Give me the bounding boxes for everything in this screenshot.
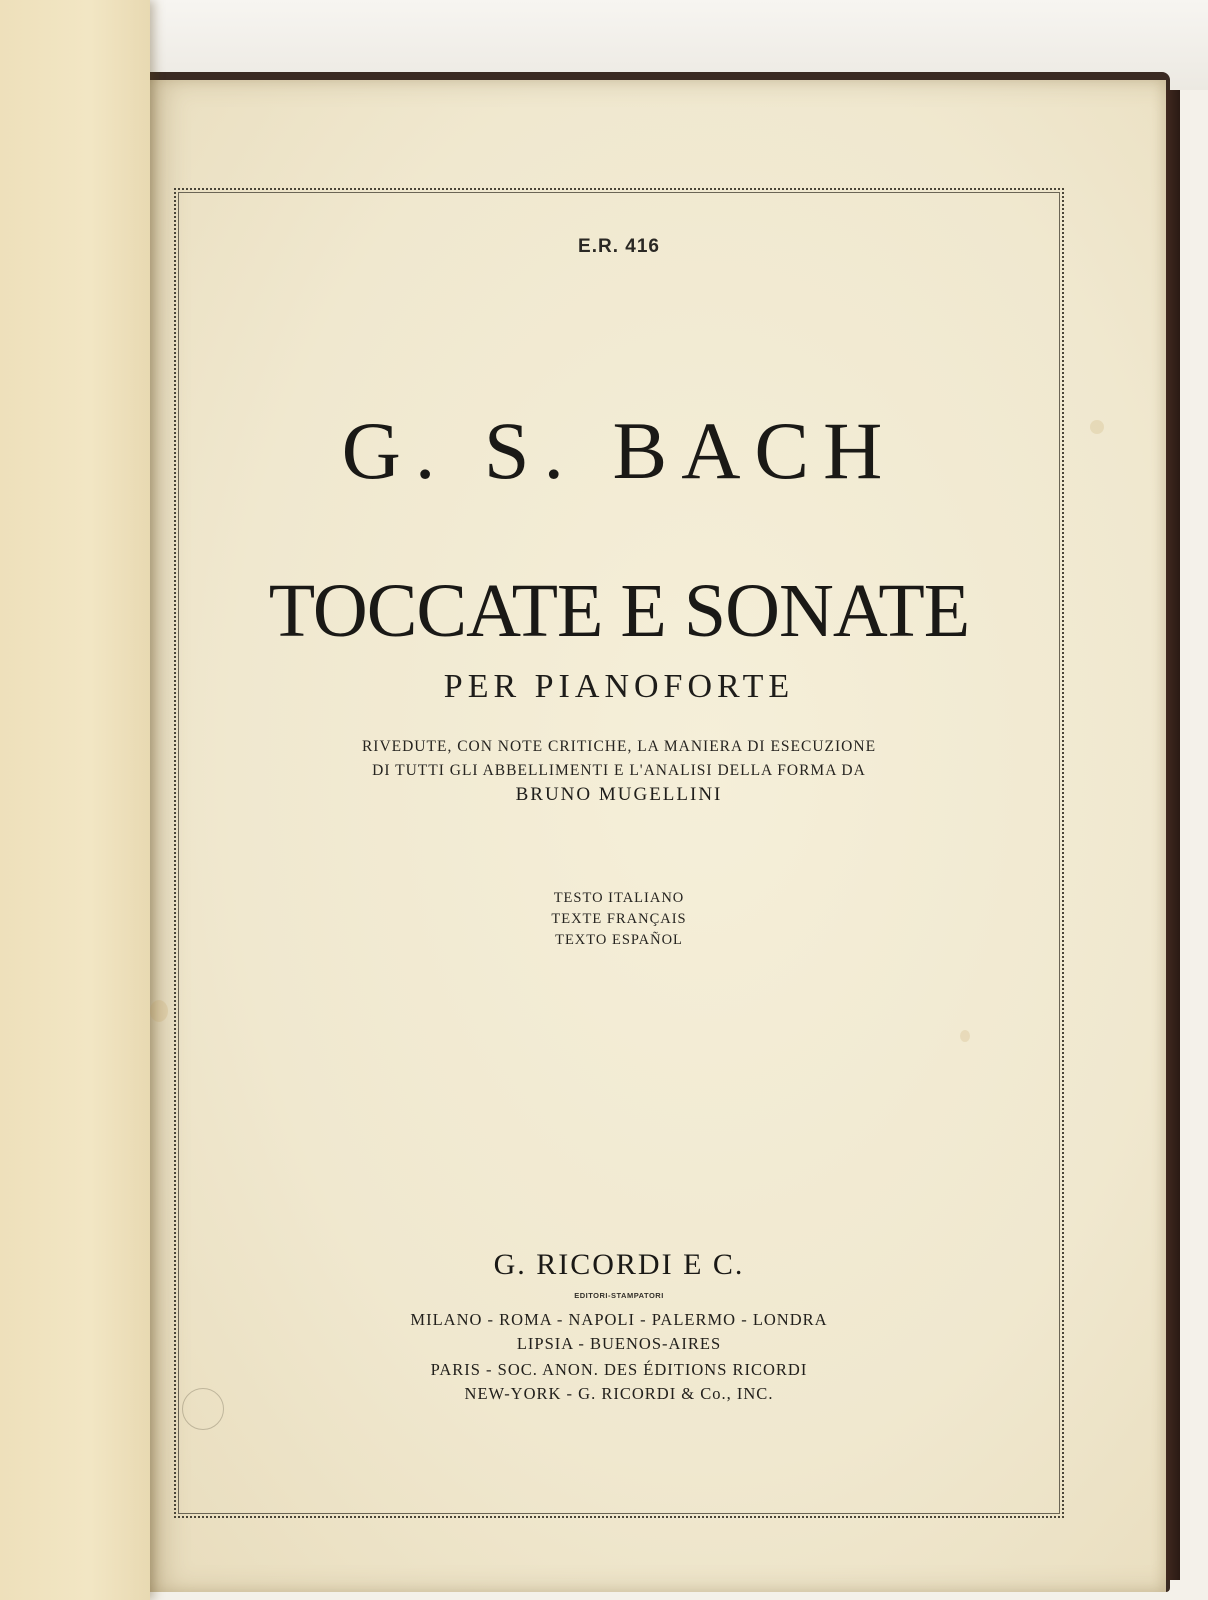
publisher-cities-line: PARIS - SOC. ANON. DES ÉDITIONS RICORDI (430, 1360, 808, 1379)
foxing-spot (1090, 420, 1104, 434)
publisher-tagline: EDITORI-STAMPATORI (574, 1291, 664, 1300)
language-item: TESTO ITALIANO (553, 890, 685, 906)
work-title: TOCCATE E SONATE (268, 569, 970, 653)
language-item: TEXTO ESPAÑOL (555, 932, 683, 948)
language-item: TEXTE FRANÇAIS (551, 911, 687, 927)
foxing-spot (150, 1000, 168, 1022)
description-line-2: DI TUTTI GLI ABBELLIMENTI E L'ANALISI DELLA FORMA DA (372, 762, 866, 779)
work-subtitle: PER PIANOFORTE (443, 668, 795, 705)
blind-stamp-seal (182, 1388, 224, 1430)
publisher-name: G. RICORDI E C. (493, 1248, 745, 1281)
left-page-leaf (0, 0, 150, 1600)
composer-name: G. S. BACH (341, 405, 897, 496)
publisher-cities-line: MILANO - ROMA - NAPOLI - PALERMO - LONDRA (410, 1310, 828, 1329)
publisher-cities-line: LIPSIA - BUENOS-AIRES (516, 1334, 722, 1353)
title-page-content (174, 188, 1064, 1518)
description-line-1: RIVEDUTE, CON NOTE CRITICHE, LA MANIERA DI ESECUZIONE (361, 738, 877, 755)
language-list (174, 888, 1064, 951)
editor-name: BRUNO MUGELLINI (515, 784, 723, 805)
publisher-cities-line: NEW-YORK - G. RICORDI & Co., INC. (464, 1384, 774, 1403)
catalog-number: E.R. 416 (578, 236, 660, 257)
